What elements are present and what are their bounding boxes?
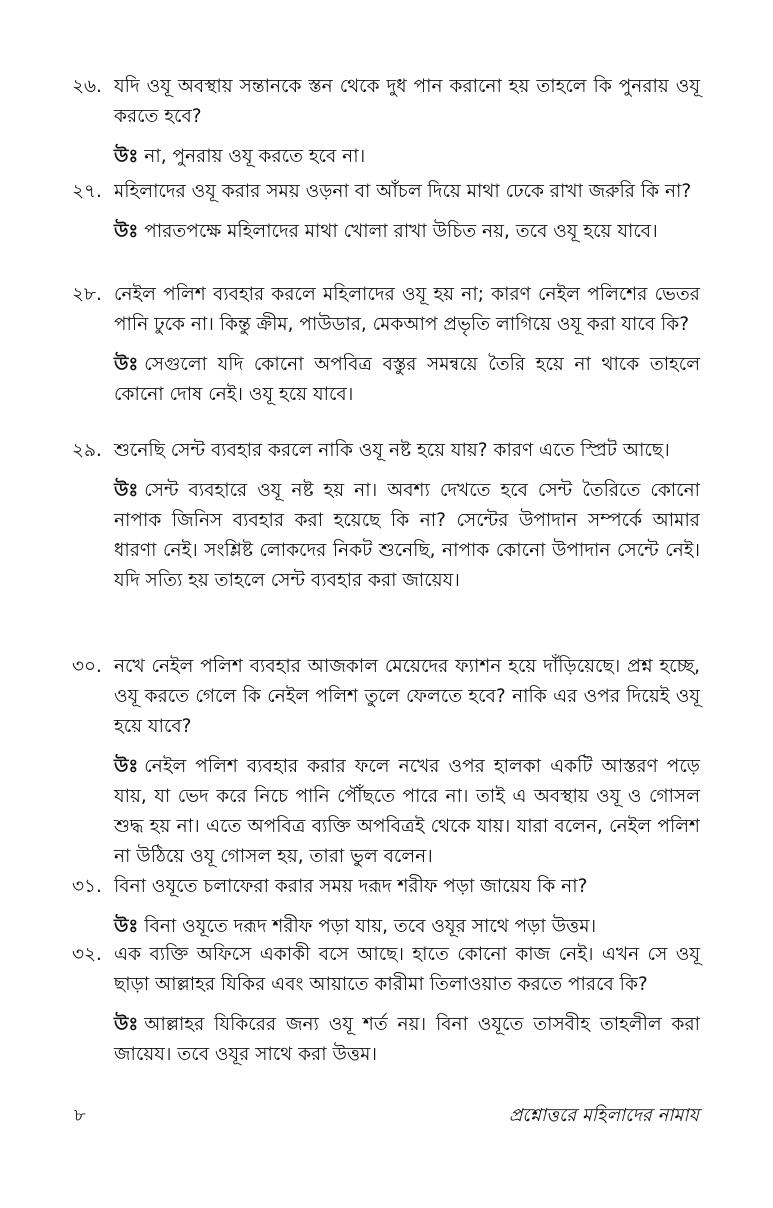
question-text: এক ব্যক্তি অফিসে একাকী বসে আছে। হাতে কোনো কাজ নেই। এখন সে ওযূ ছাড়া আল্লাহর যিকির এবং আয়াতে কারীমা তিলাওয়াত করতে পারবে কি? — [114, 944, 700, 995]
question-text: যদি ওযূ অবস্থায় সন্তানকে স্তন থেকে দুধ পান করানো হয় তাহলে কি পুনরায় ওযূ করতে হবে? — [114, 76, 700, 127]
answer-label: উঃ — [114, 354, 139, 375]
question-row — [72, 652, 700, 742]
question-text: শুনেছি সেন্ট ব্যবহার করলে নাকি ওযূ নষ্ট হয়ে যায়? কারণ এতে স্প্রিট আছে। — [114, 440, 670, 461]
qa-item-28 — [72, 280, 700, 410]
question-number: ২৮. — [72, 284, 102, 305]
question-row — [72, 280, 700, 340]
question-number: ৩১. — [72, 876, 102, 897]
answer-row — [114, 142, 700, 172]
answer-row — [114, 476, 700, 596]
answer-text: সেন্ট ব্যবহারে ওযূ নষ্ট হয় না। অবশ্য দেখতে হবে সেন্ট তৈরিতে কোনো নাপাক জিনিস ব্যবহার করা হয়েছে কি না? সেন্টের উপাদান সম্পর্কে আমার ধারণা নেই। সংশ্লিষ্ট লোকদের নিকট শুনেছি, নাপাক কোনো উপাদান সেন্টে নেই। যদি সত্যি হয় তাহলে সেন্ট ব্যবহার করা জায়েয। — [114, 480, 700, 591]
qa-item-32 — [72, 940, 700, 1070]
question-row — [72, 177, 700, 207]
answer-label: উঃ — [114, 1014, 139, 1035]
answer-text: বিনা ওযূতে দরূদ শরীফ পড়া যায়, তবে ওযূর সাথে পড়া উত্তম। — [144, 916, 597, 937]
question-number: ২৬. — [72, 76, 102, 97]
answer-text: না, পুনরায় ওযূ করতে হবে না। — [144, 146, 366, 167]
question-number: ২৭. — [72, 181, 102, 202]
question-row — [72, 872, 700, 902]
answer-row — [114, 1010, 700, 1070]
question-text: নখে নেইল পলিশ ব্যবহার আজকাল মেয়েদের ফ্যাশন হয়ে দাঁড়িয়েছে। প্রশ্ন হচ্ছে, ওযূ করতে গেলে কি নেইল পলিশ তুলে ফেলতে হবে? নাকি এর ওপর দিয়েই ওযূ হয়ে যাবে? — [114, 656, 700, 737]
answer-label: উঃ — [114, 221, 139, 242]
answer-text: পারতপক্ষে মহিলাদের মাথা খোলা রাখা উচিত নয়, তবে ওযূ হয়ে যাবে। — [144, 221, 658, 242]
answer-row — [114, 217, 700, 247]
qa-item-31 — [72, 872, 700, 942]
qa-item-27 — [72, 177, 700, 247]
answer-label: উঃ — [114, 146, 139, 167]
answer-label: উঃ — [114, 916, 139, 937]
answer-label: উঃ — [114, 480, 139, 501]
qa-item-26 — [72, 72, 700, 172]
answer-text: নেইল পলিশ ব্যবহার করার ফলে নখের ওপর হালকা একটি আস্তরণ পড়ে যায়, যা ভেদ করে নিচে পানি পৌঁছতে পারে না। তাই এ অবস্থায় ওযূ ও গোসল শুদ্ধ হয় না। এতে অপবিত্র ব্যক্তি অপবিত্রই থেকে যায়। যারা বলেন, নেইল পলিশ না উঠিয়ে ওযূ গোসল হয়, তারা ভুল বলেন। — [114, 756, 700, 867]
answer-row — [114, 912, 700, 942]
qa-item-30 — [72, 652, 700, 872]
qa-item-29 — [72, 436, 700, 596]
question-row — [72, 436, 700, 466]
question-number: ৩০. — [72, 656, 102, 677]
answer-label: উঃ — [114, 756, 139, 777]
answer-text: আল্লাহর যিকিরের জন্য ওযূ শর্ত নয়। বিনা ওযূতে তাসবীহ তাহলীল করা জায়েয। তবে ওযূর সাথে করা উত্তম। — [114, 1014, 700, 1065]
question-text: মহিলাদের ওযূ করার সময় ওড়না বা আঁচল দিয়ে মাথা ঢেকে রাখা জরুরি কি না? — [114, 181, 692, 202]
answer-row — [114, 350, 700, 410]
question-text: নেইল পলিশ ব্যবহার করলে মহিলাদের ওযূ হয় না; কারণ নেইল পলিশের ভেতর পানি ঢুকে না। কিন্তু ক্রীম, পাউডার, মেকআপ প্রভৃতি লাগিয়ে ওযূ করা যাবে কি? — [114, 284, 700, 335]
question-number: ৩২. — [72, 944, 102, 965]
page-number: ৮ — [74, 1105, 86, 1126]
question-text: বিনা ওযূতে চলাফেরা করার সময় দরূদ শরীফ পড়া জায়েয কি না? — [114, 876, 588, 897]
question-number: ২৯. — [72, 440, 102, 461]
question-row — [72, 72, 700, 132]
answer-text: সেগুলো যদি কোনো অপবিত্র বস্তুর সমন্বয়ে তৈরি হয়ে না থাকে তাহলে কোনো দোষ নেই। ওযূ হয়ে যাবে। — [114, 354, 700, 405]
question-row — [72, 940, 700, 1000]
answer-row — [114, 752, 700, 872]
running-footer-title: প্রশ্নোত্তরে মহিলাদের নামায — [508, 1105, 699, 1126]
